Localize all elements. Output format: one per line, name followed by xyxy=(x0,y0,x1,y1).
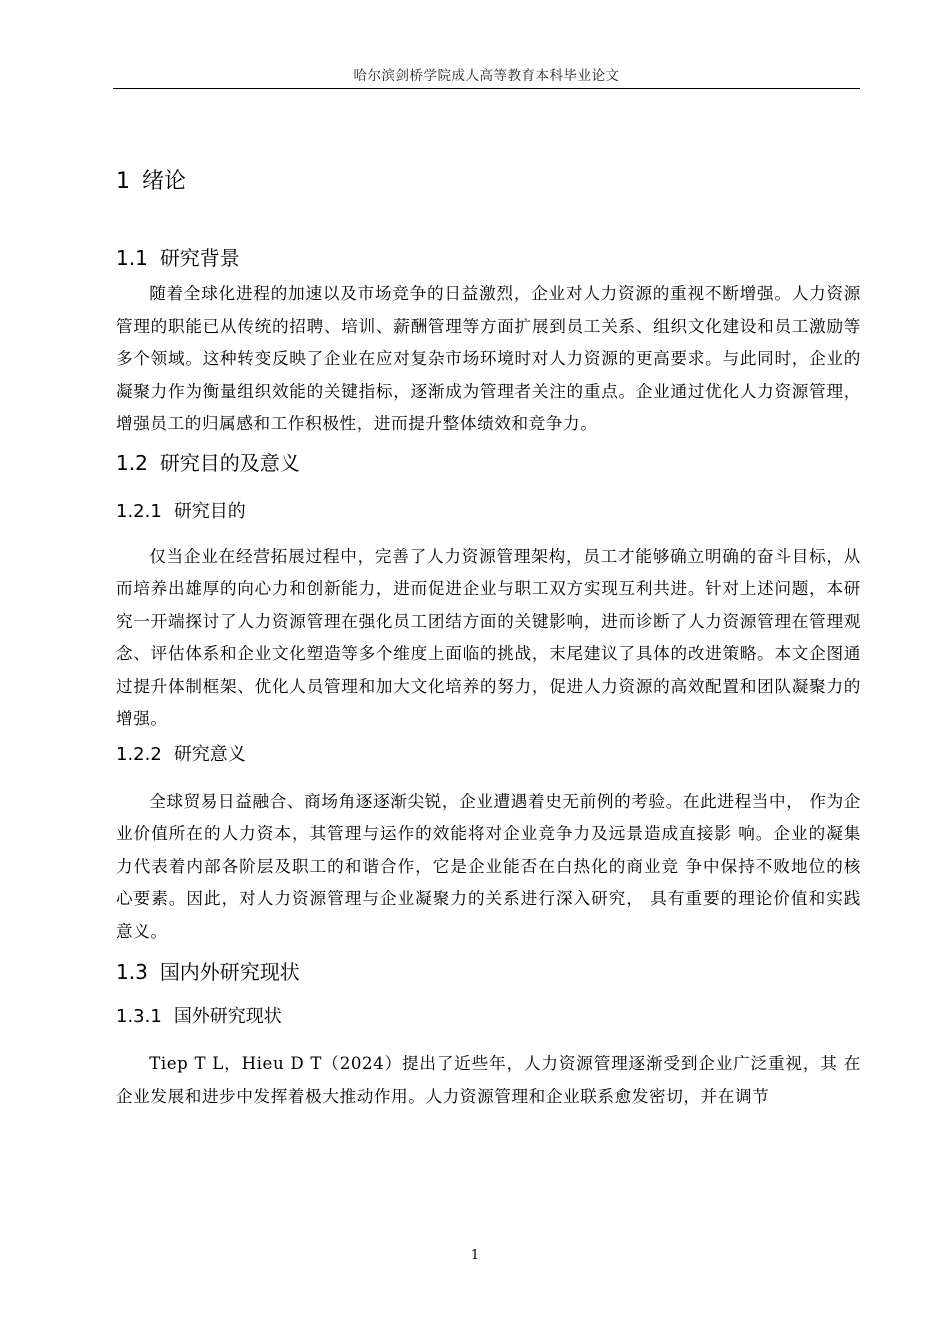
subsection-heading-1-2-2 xyxy=(116,738,861,772)
running-header: 哈尔滨剑桥学院成人高等教育本科毕业论文 xyxy=(353,68,620,84)
subsection-number: 1.2.2 xyxy=(116,743,162,765)
section-heading-1-3 xyxy=(116,954,861,990)
section-title: 国内外研究现状 xyxy=(159,960,300,984)
paragraph-foreign-research: Tiep T L，Hieu D T（2024）提出了近些年，人力资源管理逐渐受到企业广泛重视，其 在企业发展和进步中发挥着极大推动作用。人力资源管理和企业联系愈发密切，并在调节 xyxy=(116,1054,861,1106)
chapter-number: 1 xyxy=(116,169,130,194)
subsection-title: 国外研究现状 xyxy=(173,1006,282,1027)
chapter-title: 绪论 xyxy=(142,169,187,194)
paragraph-research-background: 随着全球化进程的加速以及市场竞争的日益激烈，企业对人力资源的重视不断增强。人力资源管理的职能已从传统的招聘、培训、薪酬管理等方面扩展到员工关系、组织文化建设和员工激励等多个领域。这种转变反映了企业在应对复杂市场环境时对人力资源的更高要求。与此同时，企业的凝聚力作为衡量组织效能的关键指标，逐渐成为管理者关注的重点。企业通过优化人力资源管理，增强员工的归属感和工作积极性，进而提升整体绩效和竞争力。 xyxy=(116,284,861,433)
section-number: 1.1 xyxy=(116,246,148,270)
section-number: 1.3 xyxy=(116,960,148,984)
section-title: 研究背景 xyxy=(159,246,240,270)
section-heading-1-2 xyxy=(116,445,861,481)
paragraph-research-significance: 全球贸易日益融合、商场角逐逐渐尖锐，企业遭遇着史无前例的考验。在此进程当中， 作为企业价值所在的人力资本，其管理与运作的效能将对企业竞争力及远景造成直接影 响。企业的凝集力代表着内部各阶层及职工的和谐合作，它是企业能否在白热化的商业竞 争中保持不败地位的核心要素。因此，对人力资源管理与企业凝聚力的关系进行深入研究， 具有重要的理论价值和实践意义。 xyxy=(116,791,861,941)
subsection-heading-1-3-1 xyxy=(116,1000,861,1034)
subsection-number: 1.2.1 xyxy=(116,500,162,522)
header-rule xyxy=(113,88,860,89)
chapter-heading xyxy=(116,162,861,202)
paragraph-research-purpose: 仅当企业在经营拓展过程中，完善了人力资源管理架构，员工才能够确立明确的奋斗目标，从而培养出雄厚的向心力和创新能力，进而促进企业与职工双方实现互利共进。针对上述问题，本研究一开端探讨了人力资源管理在强化员工团结方面的关键影响，进而诊断了人力资源管理在管理观念、评估体系和企业文化塑造等多个维度上面临的挑战，末尾建议了具体的改进策略。本文企图通过提升体制框架、优化人员管理和加大文化培养的努力，促进人力资源的高效配置和团队凝聚力的增强。 xyxy=(116,546,861,728)
subsection-title: 研究目的 xyxy=(173,500,246,522)
page-content xyxy=(116,150,861,1113)
subsection-heading-1-2-1 xyxy=(116,495,861,529)
subsection-title: 研究意义 xyxy=(173,743,246,765)
page-number: 1 xyxy=(470,1248,480,1263)
section-heading-1-1 xyxy=(116,240,861,276)
subsection-number: 1.3.1 xyxy=(116,1006,162,1027)
section-title: 研究目的及意义 xyxy=(159,450,300,475)
section-number: 1.2 xyxy=(116,450,148,475)
